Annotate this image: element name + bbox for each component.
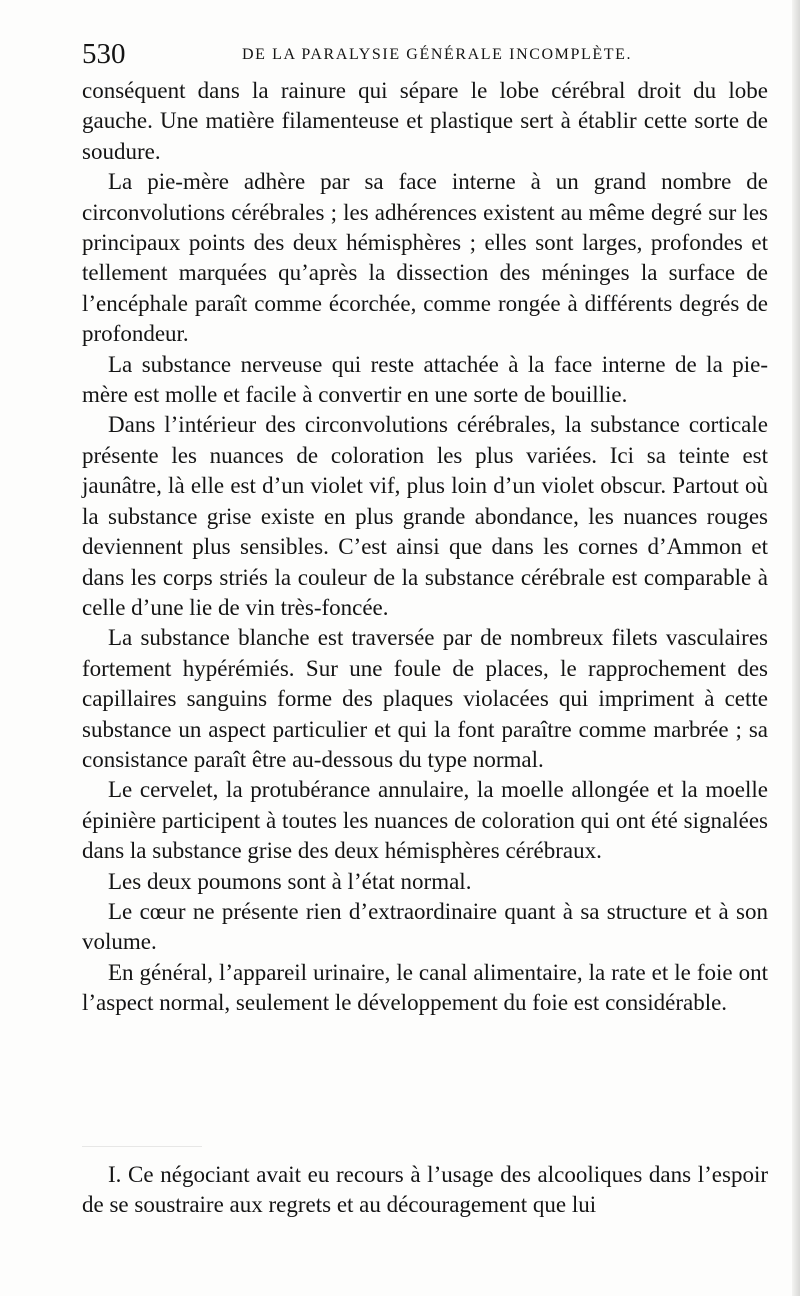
- paragraph: Dans l’intérieur des circonvolutions cérébrales, la substance corticale présente les nuances de coloration les plus variées. Ici sa teinte est jaunâtre, là elle est d’un violet vif, plus loin d’un violet obscur. Partout où la substance grise existe en plus grande abondance, les nuances rouges deviennent plus sensibles. C’est ainsi que dans les cornes d’Ammon et dans les corps striés la couleur de la substance cérébrale est comparable à celle d’une lie de vin très-foncée.: [82, 412, 768, 620]
- paragraph-continuation: conséquent dans la rainure qui sépare le lobe cérébral droit du lobe gauche. Une matière filamenteuse et plastique sert à établir cette sorte de soudure.: [82, 78, 768, 164]
- paragraph: La substance nerveuse qui reste attachée à la face interne de la pie-mère est molle et facile à convertir en une sorte de bouillie.: [82, 351, 768, 408]
- body-text: [82, 76, 768, 1019]
- page-header: [82, 36, 772, 76]
- footnote-text: I. Ce négociant avait eu recours à l’usage des alcooliques dans l’espoir de se soustraire aux regrets et au découragement que lui: [82, 1162, 768, 1218]
- page-number: 530: [82, 38, 126, 70]
- paragraph: La substance blanche est traversée par de nombreux filets vasculaires fortement hypérémiés. Sur une foule de places, le rapprochement des capillaires sanguins forme des plaques violacées qui impriment à cette substance un aspect particulier et qui la font paraître comme marbrée ; sa consistance paraît être au-dessous du type normal.: [82, 625, 768, 772]
- footnote-separator: [82, 1146, 202, 1147]
- paragraph: En général, l’appareil urinaire, le canal alimentaire, la rate et le foie ont l’aspect normal, seulement le développement du foie est considérable.: [82, 959, 768, 1016]
- paragraph: Le cœur ne présente rien d’extraordinaire quant à sa structure et à son volume.: [82, 898, 768, 955]
- footnote: [82, 1160, 768, 1221]
- paragraph: Les deux poumons sont à l’état normal.: [108, 868, 472, 894]
- paragraph: La pie-mère adhère par sa face interne à un grand nombre de circonvolutions cérébrales ; les adhérences existent au même degré sur les principaux points des deux hémisphères ; elles sont larges, profondes et tellement marquées qu’après la dissection des méninges la surface de l’encéphale paraît comme écorchée, comme rongée à différents degrés de profondeur.: [82, 169, 768, 347]
- running-head: DE LA PARALYSIE GÉNÉRALE INCOMPLÈTE.: [242, 46, 633, 63]
- page-edge: [792, 0, 800, 1296]
- paragraph: Le cervelet, la protubérance annulaire, la moelle allongée et la moelle épinière participent à toutes les nuances de coloration qui ont été signalées dans la substance grise des deux hémisphères cérébraux.: [82, 777, 768, 864]
